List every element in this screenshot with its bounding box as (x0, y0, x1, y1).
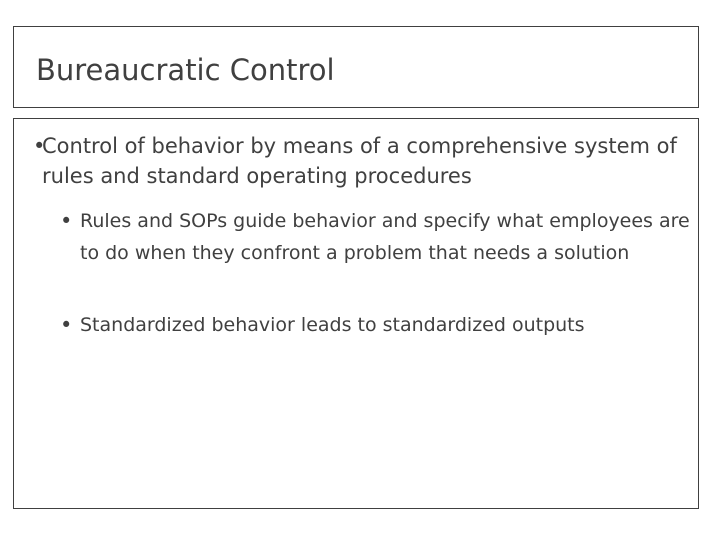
sub-bullet-text: Rules and SOPs guide behavior and specify what employees are to do when they confront a problem that needs a solution (80, 210, 690, 264)
bullet-text: Control of behavior by means of a comprehensive system of rules and standard operating procedures (42, 134, 677, 188)
bullet-icon: • (60, 313, 73, 337)
content-placeholder (13, 118, 699, 509)
sub-bullet-item (60, 309, 695, 341)
sub-bullet-text: Standardized behavior leads to standardized outputs (80, 314, 585, 336)
bullet-icon: • (33, 134, 46, 158)
slide-title: Bureaucratic Control (36, 53, 335, 87)
sub-bullet-item (60, 205, 695, 269)
bullet-icon: • (60, 209, 73, 233)
title-placeholder (13, 26, 699, 108)
bullet-item (33, 131, 683, 191)
